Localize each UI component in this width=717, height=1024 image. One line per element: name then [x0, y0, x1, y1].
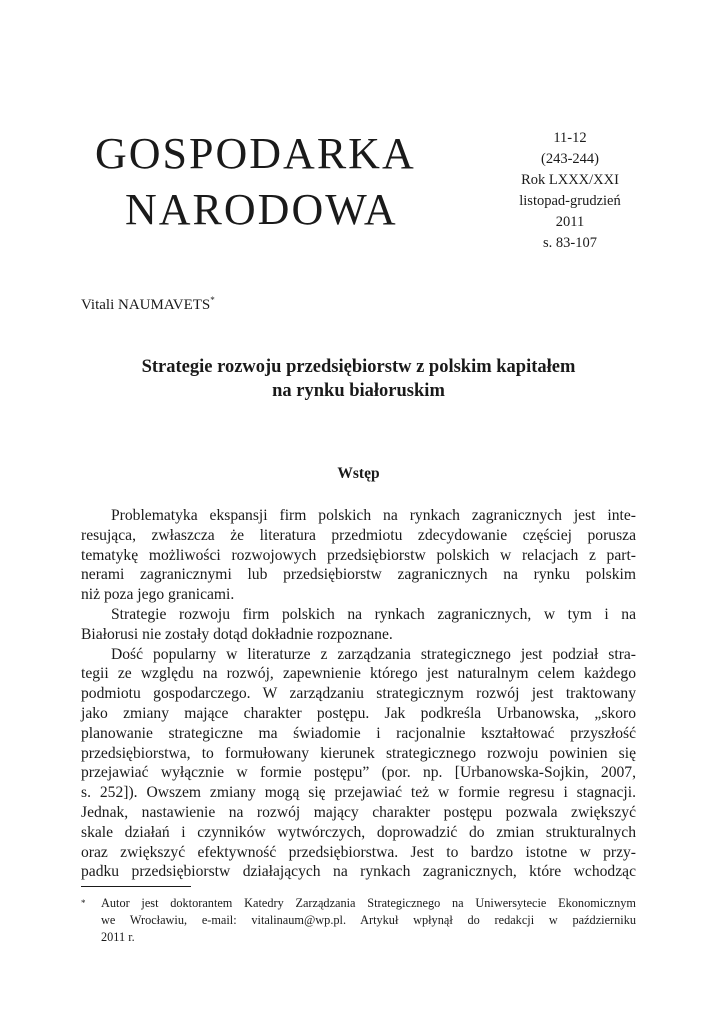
body-line: tematykę możliwości rozwojowych przedsiębiorstw polskich w relacjach z part-: [81, 546, 636, 564]
body-line: przedsiębiorstwa, to formułowany kierunek strategicznego rozwoju powinien się: [81, 744, 636, 762]
body-line: oraz zwiększyć efektywność przedsiębiorstwa. Jest to bardzo istotne w przy-: [81, 843, 636, 861]
footnote-mark: *: [81, 898, 86, 908]
issue-months: listopad-grudzień: [519, 193, 621, 209]
author-name: Vitali NAUMAVETS: [81, 297, 211, 313]
article-title: [81, 355, 636, 403]
footnote-separator: [81, 886, 191, 887]
body-line: Problematyka ekspansji firm polskich na rynkach zagranicznych jest inte-: [111, 507, 636, 524]
body-line: skale działań i czynników wytwórczych, doprowadzić do zmian strukturalnych: [81, 823, 636, 841]
body-line: tegii ze względu na rozwój, zapewnienie którego jest naturalnym celem każdego: [81, 665, 636, 683]
body-line: Białorusi nie zostały dotąd dokładnie rozpoznane.: [81, 625, 393, 643]
body-line: planowanie strategiczne ma świadomie i racjonalnie kształtować przyszłość: [81, 724, 636, 742]
footnote-line: Autor jest doktorantem Katedry Zarządzania Strategicznego na Uniwersytecie Ekonomicznym: [101, 896, 636, 910]
issue-year: Rok LXXX/XXI: [521, 172, 619, 188]
body-line: padku przedsiębiorstw działających na rynkach zagranicznych, które wchodząc: [81, 863, 636, 881]
issue-info: [500, 128, 640, 254]
body-line: nerami zagranicznymi lub przedsiębiorstw zagranicznych na rynku polskim: [81, 566, 636, 584]
body-line: Dość popularny w literaturze z zarządzania strategicznego jest podział stra-: [111, 645, 636, 663]
body-line: Strategie rozwoju firm polskich na rynkach zagranicznych, w tym i na: [111, 605, 636, 623]
body-line: jako zmiany mające charakter postępu. Jak podkreśla Urbanowska, „skoro: [81, 704, 636, 722]
body-line: przejawiać wyłącznie w formie postępu” (por. np. [Urbanowska-Sojkin, 2007,: [81, 764, 636, 782]
body-line: niż poza jego granicami.: [81, 586, 235, 604]
journal-title: [95, 126, 475, 238]
issue-publication-year: 2011: [555, 214, 585, 230]
article-body: [81, 506, 636, 882]
article-title-line1: Strategie rozwoju przedsiębiorstw z polskim kapitałem: [141, 357, 576, 377]
body-line: podmiotu gospodarczego. W zarządzaniu strategicznym rozwój jest traktowany: [81, 685, 636, 703]
footnote: [81, 895, 636, 946]
journal-title-line1: GOSPODARKA: [95, 129, 416, 178]
body-line: resująca, zwłaszcza że literatura przedmiotu zdecydowanie częściej porusza: [81, 526, 636, 544]
section-heading: Wstęp: [337, 465, 380, 482]
article-title-line2: na rynku białoruskim: [272, 381, 445, 401]
issue-pages: s. 83-107: [543, 235, 597, 251]
footnote-line: we Wrocławiu, e-mail: vitalinaum@wp.pl. Artykuł wpłynął do redakcji w październiku: [101, 913, 636, 927]
issue-cumulative: (243-244): [541, 151, 599, 167]
issue-number: 11-12: [553, 130, 587, 146]
author-footnote-mark[interactable]: *: [210, 295, 215, 305]
journal-title-line2: NARODOWA: [125, 185, 398, 234]
author-line: [81, 297, 215, 314]
body-line: s. 252]). Owszem zmiany mogą się przejawiać też w formie regresu i stagnacji.: [81, 784, 636, 802]
footnote-line: 2011 r.: [101, 930, 135, 944]
body-line: Jednak, nastawienie na rozwój mający charakter postępu pozwala zwiększyć: [81, 803, 636, 821]
